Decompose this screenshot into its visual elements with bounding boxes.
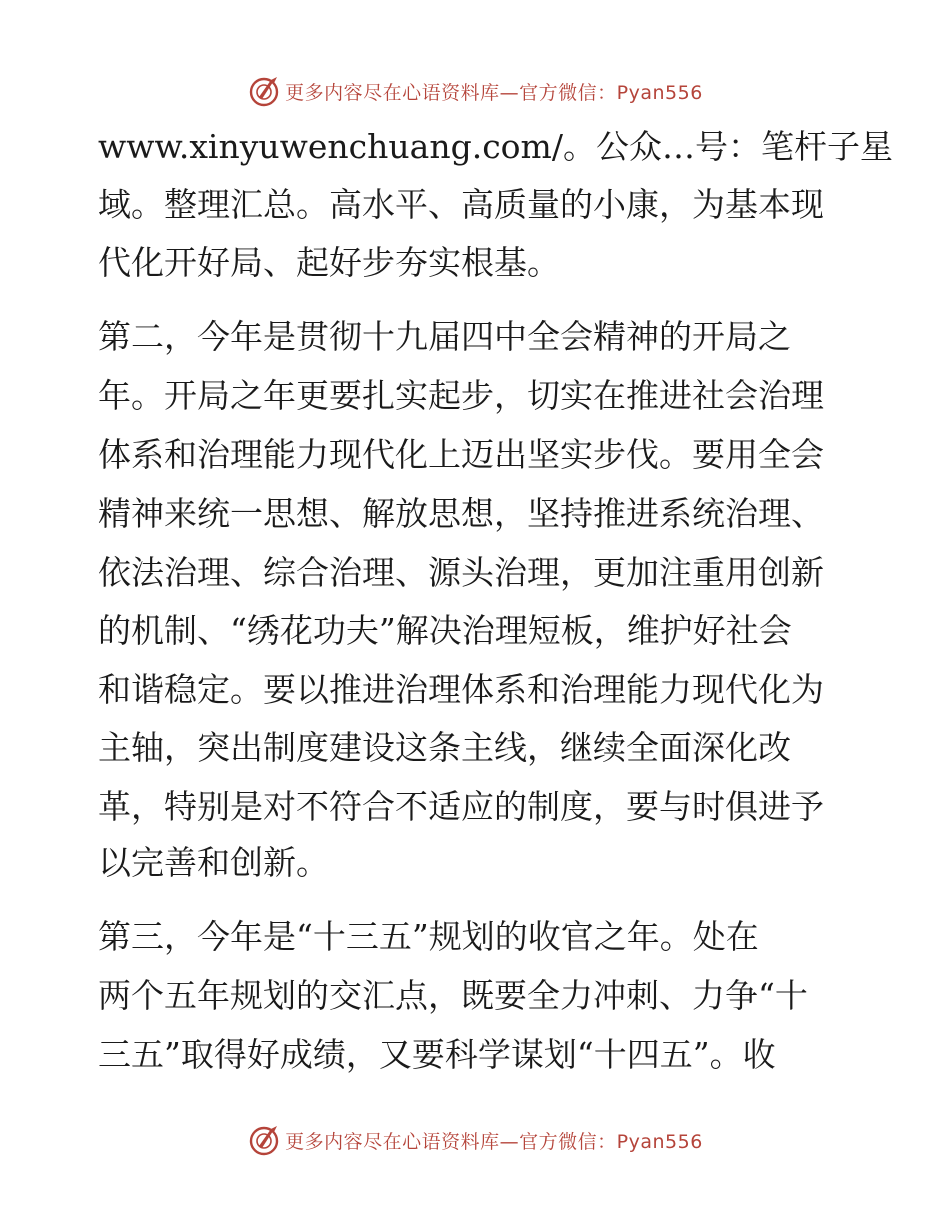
body-line: 体系和治理能力现代化上迈出坚实步伐。要用全会 xyxy=(98,435,824,474)
body-line: 代化开好局、起好步夯实根基。 xyxy=(98,243,560,282)
body-line: 依法治理、综合治理、源头治理，更加注重用创新 xyxy=(98,553,824,592)
body-line: 和谐稳定。要以推进治理体系和治理能力现代化为 xyxy=(98,670,824,709)
paragraph-3-start: 第三，今年是“十三五”规划的收官之年。处在 xyxy=(98,917,759,956)
quill-pen-logo-icon xyxy=(247,74,281,108)
header-watermark-text: 更多内容尽在心语资料库—官方微信：Pyan556 xyxy=(285,81,703,104)
header-watermark xyxy=(0,71,950,111)
body-line: 主轴，突出制度建设这条主线，继续全面深化改 xyxy=(98,728,791,767)
body-line: 域。整理汇总。高水平、高质量的小康，为基本现 xyxy=(98,185,824,224)
footer-watermark-text: 更多内容尽在心语资料库—官方微信：Pyan556 xyxy=(285,1130,703,1153)
body-line: www.xinyuwenchuang.com/。公众…号：笔杆子星 xyxy=(98,127,893,166)
body-line: 精神来统一思想、解放思想，坚持推进系统治理、 xyxy=(98,494,824,533)
body-line: 以完善和创新。 xyxy=(98,843,329,882)
paragraph-2-start: 第二，今年是贯彻十九届四中全会精神的开局之 xyxy=(98,317,791,356)
quill-pen-logo-icon xyxy=(247,1123,281,1157)
body-line: 两个五年规划的交汇点，既要全力冲刺、力争“十 xyxy=(98,976,808,1015)
body-line: 三五”取得好成绩，又要科学谋划“十四五”。收 xyxy=(98,1035,776,1074)
body-line: 年。开局之年更要扎实起步，切实在推进社会治理 xyxy=(98,376,824,415)
body-line: 革，特别是对不符合不适应的制度，要与时俱进予 xyxy=(98,787,824,826)
body-line: 的机制、“绣花功夫”解决治理短板，维护好社会 xyxy=(98,611,792,650)
footer-watermark xyxy=(0,1120,950,1160)
